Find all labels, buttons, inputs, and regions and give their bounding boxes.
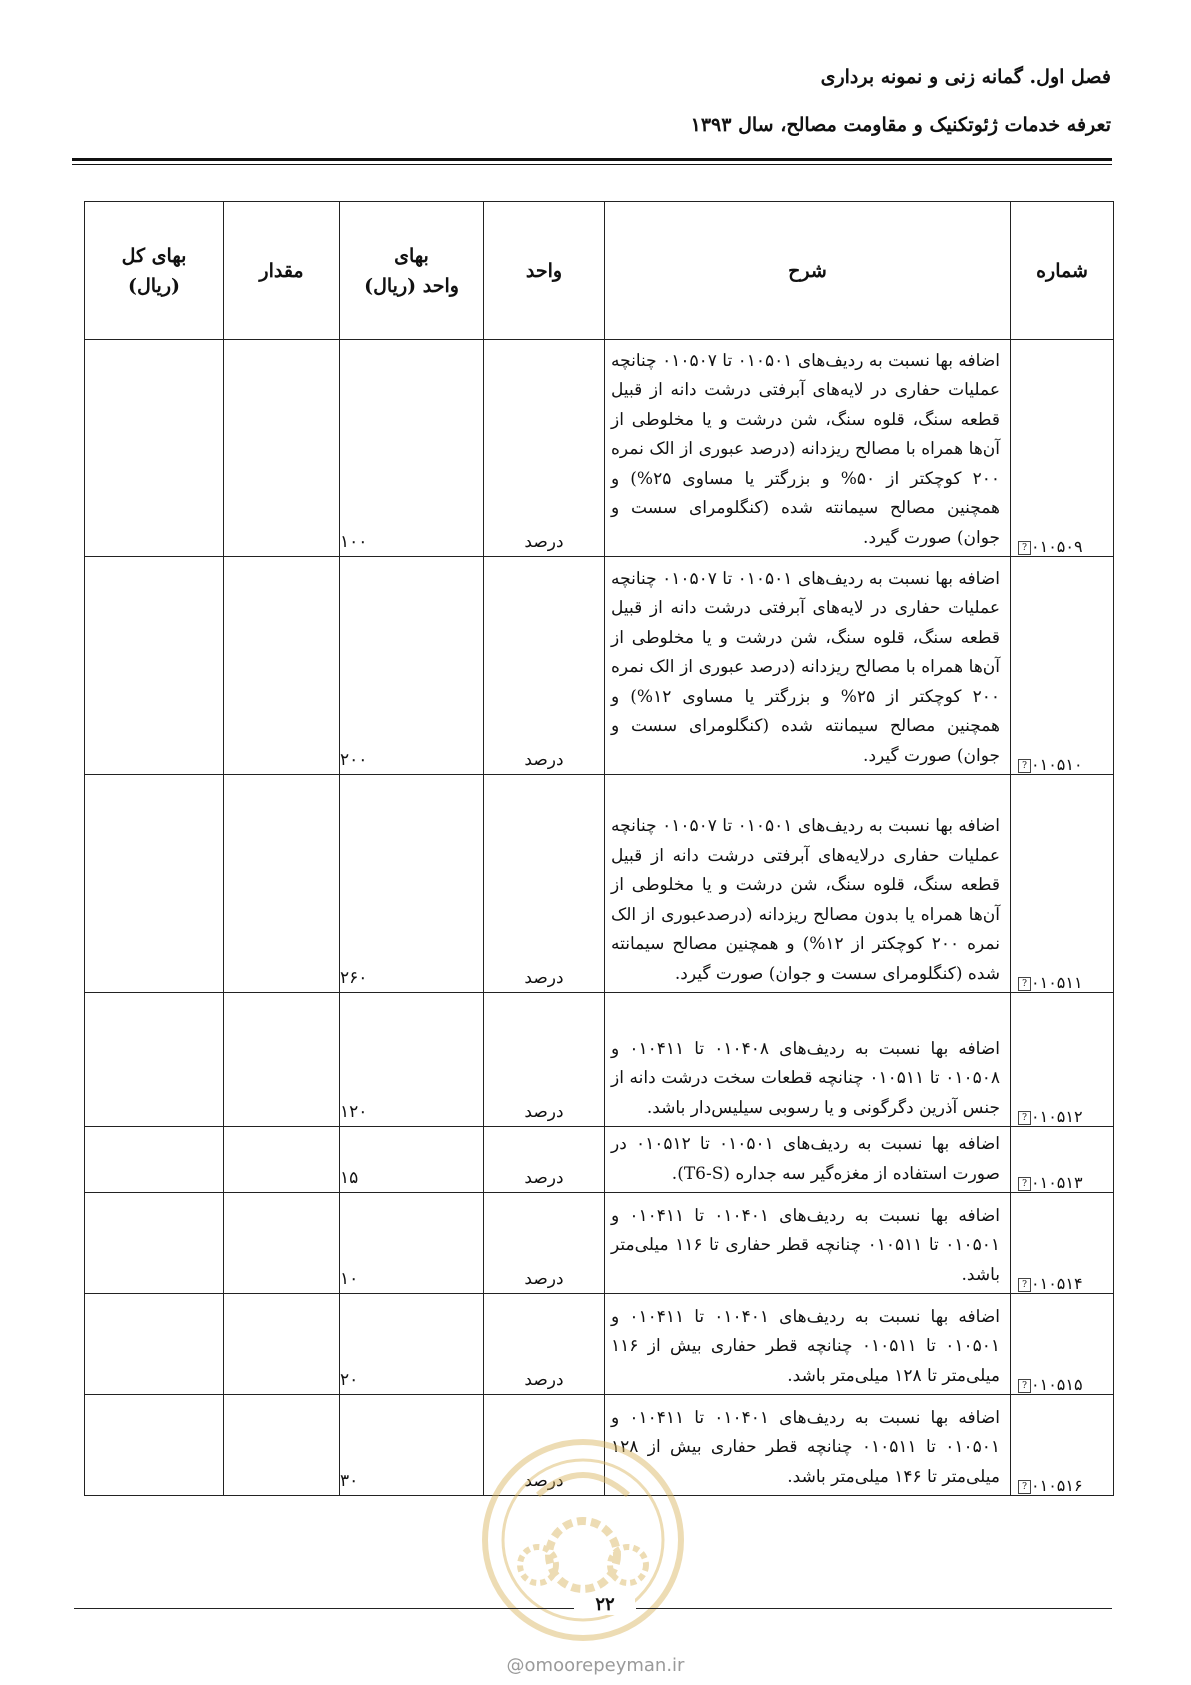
row-total-price — [85, 1395, 224, 1496]
row-description: اضافه بها نسبت به ردیف‌های ۰۱۰۵۰۱ تا ۰۱۰۵۰۷ چنانچه عملیات حفاری در لایه‌های آبرفتی درشت دانه از قبیل قطعه سنگ، قلوه سنگ، شن درشت و یا مخلوطی از آن‌ها همراه با مصالح ریزدانه (درصد عبوری از الک نمره ۲۰۰ کوچکتر از ۵۰% و بزرگتر یا مساوی ۲۵%) و همچنین مصالح سیمانته شده (کنگلومرای سست و جوان) صورت گیرد. — [605, 340, 1011, 557]
row-quantity — [224, 1193, 340, 1294]
row-description: اضافه بها نسبت به ردیف‌های ۰۱۰۵۰۱ تا ۰۱۰۵۱۲ در صورت استفاده از مغزه‌گیر سه جداره (T6-S). — [605, 1127, 1011, 1193]
missing-glyph-box-icon: ? — [1018, 759, 1031, 773]
header-number-label: شماره — [1036, 259, 1088, 282]
row-quantity — [224, 993, 340, 1127]
table-header-row — [85, 202, 1114, 340]
row-description: اضافه بها نسبت به ردیف‌های ۰۱۰۴۰۸ تا ۰۱۰۴۱۱ و ۰۱۰۵۰۸ تا ۰۱۰۵۱۱ چنانچه قطعات سخت درشت دانه از جنس آذرین دگرگونی و یا رسوبی سیلیس‌دار باشد. — [605, 993, 1011, 1127]
row-quantity — [224, 340, 340, 557]
row-number-cell — [1011, 775, 1114, 993]
row-quantity — [224, 775, 340, 993]
row-number: ۰۱۰۵۱۲ — [1031, 1107, 1083, 1126]
row-unit: درصد — [484, 340, 605, 557]
missing-glyph-box-icon: ? — [1018, 541, 1031, 555]
row-description: اضافه بها نسبت به ردیف‌های ۰۱۰۴۰۱ تا ۰۱۰۴۱۱ و ۰۱۰۵۰۱ تا ۰۱۰۵۱۱ چنانچه قطر حفاری بیش از ۱۱۶ میلی‌متر تا ۱۲۸ میلی‌متر باشد. — [605, 1294, 1011, 1395]
row-total-price — [85, 1127, 224, 1193]
missing-glyph-box-icon: ? — [1018, 1177, 1031, 1191]
row-unit: درصد — [484, 557, 605, 775]
page-number: ۲۲ — [575, 1594, 635, 1615]
row-total-price — [85, 557, 224, 775]
row-unit-price-value: ۱۵ — [340, 1168, 359, 1188]
row-description: اضافه بها نسبت به ردیف‌های ۰۱۰۵۰۱ تا ۰۱۰۵۰۷ چنانچه عملیات حفاری در لایه‌های آبرفتی درشت دانه از قبیل قطعه سنگ، قلوه سنگ، شن درشت و یا مخلوطی از آن‌ها همراه با مصالح ریزدانه (درصد عبوری از الک نمره ۲۰۰ کوچکتر از ۲۵% و بزرگتر یا مساوی ۱۲%) و همچنین مصالح سیمانته شده (کنگلومرای سست و جوان) صورت گیرد. — [605, 557, 1011, 775]
row-number-cell — [1011, 1193, 1114, 1294]
row-unit: درصد — [484, 1395, 605, 1496]
row-number-cell — [1011, 993, 1114, 1127]
row-number: ۰۱۰۵۱۵ — [1031, 1375, 1083, 1394]
table-row — [85, 1294, 1114, 1395]
row-number-cell — [1011, 1127, 1114, 1193]
row-unit-price — [340, 775, 484, 993]
header-quantity — [224, 202, 340, 340]
row-description: اضافه بها نسبت به ردیف‌های ۰۱۰۵۰۱ تا ۰۱۰۵۰۷ چنانچه عملیات حفاری درلایه‌های آبرفتی درشت دانه از قبیل قطعه سنگ، قلوه سنگ، شن درشت و یا مخلوطی از آن‌ها همراه یا بدون مصالح ریزدانه (درصدعبوری از الک نمره ۲۰۰ کوچکتر از ۱۲%) و همچنین مصالح سیمانته شده (کنگلومرای سست و جوان) صورت گیرد. — [605, 775, 1011, 993]
row-number: ۰۱۰۵۱۶ — [1031, 1476, 1083, 1495]
header-description — [605, 202, 1011, 340]
header-quantity-label: مقدار — [259, 259, 304, 282]
table-row — [85, 1127, 1114, 1193]
row-unit-price — [340, 1395, 484, 1496]
header-unit — [484, 202, 605, 340]
table-row — [85, 557, 1114, 775]
row-description: اضافه بها نسبت به ردیف‌های ۰۱۰۴۰۱ تا ۰۱۰۴۱۱ و ۰۱۰۵۰۱ تا ۰۱۰۵۱۱ چنانچه قطر حفاری تا ۱۱۶ میلی‌متر باشد. — [605, 1193, 1011, 1294]
row-unit-price-value: ۲۰۰ — [340, 750, 368, 770]
header-unit-price — [340, 202, 484, 340]
row-quantity — [224, 1395, 340, 1496]
header-rule-thin — [72, 164, 1112, 165]
page-header — [81, 62, 1111, 140]
missing-glyph-box-icon: ? — [1018, 1278, 1031, 1292]
row-unit-price-value: ۲۶۰ — [340, 968, 368, 988]
row-quantity — [224, 1127, 340, 1193]
row-total-price — [85, 1193, 224, 1294]
row-unit-price — [340, 557, 484, 775]
header-unit-price-line1: بهای — [394, 244, 429, 267]
header-description-label: شرح — [788, 259, 827, 282]
row-unit-price — [340, 1294, 484, 1395]
missing-glyph-box-icon: ? — [1018, 1379, 1031, 1393]
row-unit: درصد — [484, 1294, 605, 1395]
row-total-price — [85, 340, 224, 557]
row-number: ۰۱۰۵۱۴ — [1031, 1274, 1083, 1293]
header-rule-thick — [72, 158, 1112, 161]
header-unit-price-line2: واحد (ریال) — [364, 274, 459, 297]
table-row — [85, 993, 1114, 1127]
footer-rule-right — [636, 1608, 1112, 1609]
header-total-price-line1: بهای کل — [121, 244, 187, 267]
header-total-price-line2: (ریال) — [127, 274, 181, 297]
row-quantity — [224, 557, 340, 775]
row-number-cell — [1011, 1395, 1114, 1496]
row-unit: درصد — [484, 1193, 605, 1294]
row-unit-price — [340, 340, 484, 557]
row-number: ۰۱۰۵۰۹ — [1031, 537, 1083, 556]
row-number: ۰۱۰۵۱۰ — [1031, 755, 1083, 774]
row-unit-price-value: ۱۰ — [340, 1269, 359, 1289]
row-unit-price-value: ۱۰۰ — [340, 532, 368, 552]
chapter-title: فصل اول. گمانه زنی و نمونه برداری — [820, 66, 1111, 88]
row-description: اضافه بها نسبت به ردیف‌های ۰۱۰۴۰۱ تا ۰۱۰۴۱۱ و ۰۱۰۵۰۱ تا ۰۱۰۵۱۱ چنانچه قطر حفاری بیش از ۱۲۸ میلی‌متر تا ۱۴۶ میلی‌متر باشد. — [605, 1395, 1011, 1496]
row-number: ۰۱۰۵۱۳ — [1031, 1173, 1083, 1192]
row-unit-price-value: ۳۰ — [340, 1471, 359, 1491]
row-total-price — [85, 1294, 224, 1395]
missing-glyph-box-icon: ? — [1018, 977, 1031, 991]
tariff-table — [84, 201, 1114, 1496]
source-url: @omoorepeyman.ir — [506, 1655, 685, 1676]
row-unit: درصد — [484, 775, 605, 993]
row-unit: درصد — [484, 1127, 605, 1193]
footer-rule-left — [74, 1608, 574, 1609]
row-unit-price — [340, 1127, 484, 1193]
row-unit-price — [340, 993, 484, 1127]
table-row — [85, 1193, 1114, 1294]
row-unit-price-value: ۱۲۰ — [340, 1102, 368, 1122]
table-row — [85, 775, 1114, 993]
header-number — [1011, 202, 1114, 340]
row-total-price — [85, 993, 224, 1127]
row-number: ۰۱۰۵۱۱ — [1031, 973, 1083, 992]
row-number-cell — [1011, 340, 1114, 557]
missing-glyph-box-icon: ? — [1018, 1111, 1031, 1125]
header-total-price — [85, 202, 224, 340]
row-number-cell — [1011, 1294, 1114, 1395]
row-unit: درصد — [484, 993, 605, 1127]
table-row — [85, 340, 1114, 557]
header-unit-label: واحد — [525, 259, 563, 282]
row-unit-price-value: ۲۰ — [340, 1370, 359, 1390]
row-number-cell — [1011, 557, 1114, 775]
book-title: تعرفه خدمات ژئوتکنیک و مقاومت مصالح، سال ۱۳۹۳ — [690, 114, 1111, 136]
missing-glyph-box-icon: ? — [1018, 1480, 1031, 1494]
row-total-price — [85, 775, 224, 993]
row-unit-price — [340, 1193, 484, 1294]
table-row — [85, 1395, 1114, 1496]
row-quantity — [224, 1294, 340, 1395]
